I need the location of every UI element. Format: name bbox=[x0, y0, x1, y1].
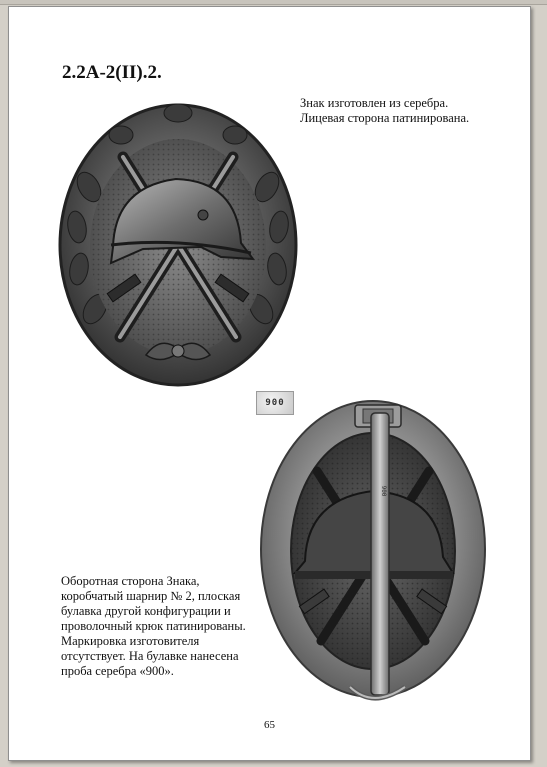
ribbon-bow bbox=[146, 343, 210, 359]
back-description: Оборотная сторона Знака, коробчатый шарнир № 2, плоская булавка другой конфигурации и проволочный крюк патинированы. Маркировка изготовителя отсутствует. На булавке нанесена проба серебра «900». bbox=[61, 574, 246, 678]
hallmark-closeup: 900 bbox=[256, 391, 294, 415]
badge-front-photo bbox=[51, 97, 305, 387]
viewer-frame bbox=[0, 0, 547, 5]
badge-back-photo bbox=[255, 391, 488, 701]
flat-pin bbox=[371, 413, 389, 695]
svg-text:900: 900 bbox=[380, 485, 387, 497]
page-number: 65 bbox=[264, 719, 275, 731]
document-page bbox=[8, 6, 531, 761]
front-description-line: Знак изготовлен из серебра. bbox=[300, 96, 449, 110]
front-description bbox=[300, 96, 515, 126]
front-description-line: Лицевая сторона патинирована. bbox=[300, 111, 470, 125]
section-heading: 2.2А-2(II).2. bbox=[62, 62, 162, 83]
